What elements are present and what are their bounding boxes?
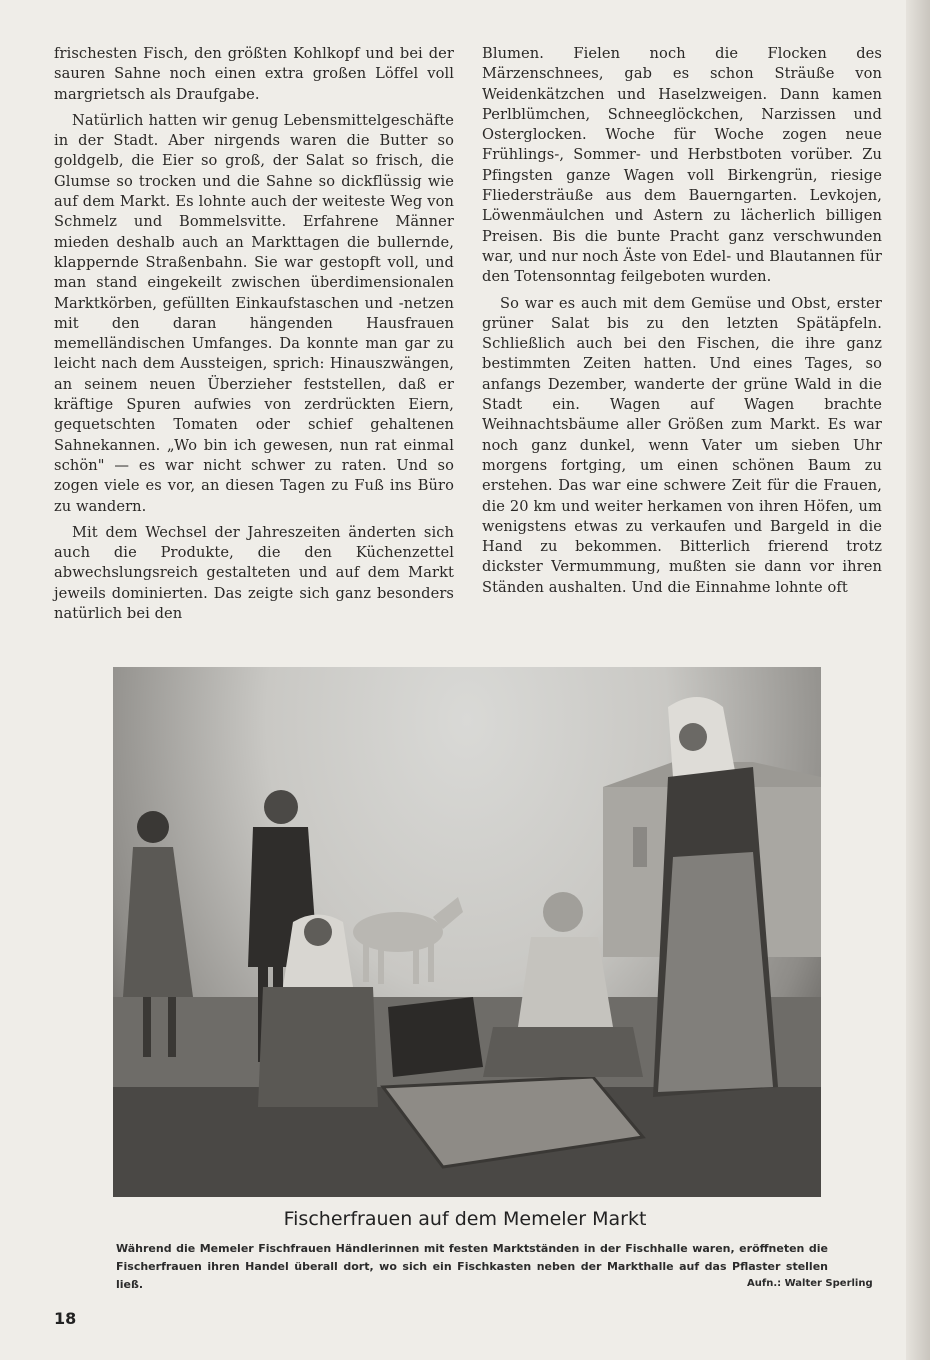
- paragraph: So war es auch mit dem Gemüse und Obst, erster grüner Salat bis zu den letzten Spätäpfeln. Schließlich auch bei den Fischen, die ihre ganz bestimmten Zeiten hatten. Und eines Tages, so anfangs Dezember, wanderte der grüne Wald in die Stadt ein. Wagen auf Wagen brachte Weihnachtsbäume aller Größen zum Markt. Es war noch ganz dunkel, wenn Vater um sieben Uhr morgens fortging, um einen schönen Baum zu erstehen. Das war eine schwere Zeit für die Frauen, die 20 km und weiter herkamen von ihren Höfen, um wenigstens etwas zu verkaufen und Bargeld in die Hand zu bekommen. Bitterlich frierend trotz dickster Vermummung, mußten sie dann vor ihren Ständen aushalten. Und die Einnahme lohnte oft: [482, 294, 882, 596]
- photo-credit: Aufn.: Walter Sperling: [747, 1278, 873, 1289]
- paragraph: Blumen. Fielen noch die Flocken des Märzenschnees, gab es schon Sträuße von Weidenkätzchen und Haselzweigen. Dann kamen Perlblümchen, Schneeglöckchen, Narzissen und Osterglocken. Woche für Woche zogen neue Frühlings-, Sommer- und Herbstboten vorüber. Zu Pfingsten ganze Wagen voll Birkengrün, riesige Fliedersträuße aus dem Bauerngarten. Levkojen, Löwenmäulchen und Astern zu lächerlich billigen Preisen. Bis die bunte Pracht ganz verschwunden war, und nur noch Äste von Edel- und Blautannen für den Totensonntag feilgeboten wurden.: [482, 45, 882, 286]
- photo-caption-text: Während die Memeler Fischfrauen Händlerinnen mit festen Marktständen in der Fischhalle waren, eröffneten die Fischerfrauen ihren Handel überall dort, wo sich ein Fischkasten neben der Markthalle auf das Pflaster stellen ließ.: [116, 1242, 828, 1291]
- paragraph: Natürlich hatten wir genug Lebensmittelgeschäfte in der Stadt. Aber nirgends waren die Butter so goldgelb, die Eier so groß, der Salat so frisch, die Glumse so trocken und die Sahne so dickflüssig wie auf dem Markt. Es lohnte auch der weiteste Weg von Schmelz und Bommelsvitte. Erfahrene Männer mieden deshalb auch an Markttagen die bullernde, klappernde Straßenbahn. Sie war gestopft voll, und man stand eingekeilt zwischen überdimensionalen Marktkörben, gefüllten Einkaufstaschen und -netzen mit den daran hängenden Hausfrauen memelländischen Umfanges. Da konnte man gar zu leicht nach dem Aussteigen, sprich: Hinauszwängen, an seinem neuen Überzieher feststellen, daß er kräftige Spuren aufwies von zerdrückten Eiern, gequetschten Tomaten oder schief gehaltenen Sahnekannen. „Wo bin ich gewesen, nun rat einmal schön" — es war nicht schwer zu raten. Und so zogen viele es vor, an diesen Tagen zu Fuß ins Büro zu wandern.: [54, 111, 454, 515]
- page-number: 18: [54, 1309, 77, 1328]
- photo-caption-title: Fischerfrauen auf dem Memeler Markt: [283, 1208, 647, 1230]
- market-photo-illustration: [113, 667, 821, 1197]
- paragraph: frischesten Fisch, den größten Kohlkopf und bei der sauren Sahne noch einen extra großen Löffel voll margrietsch als Draufgabe.: [54, 45, 454, 103]
- paragraph: Mit dem Wechsel der Jahreszeiten änderten sich auch die Produkte, die den Küchenzettel abwechslungsreich gestalteten und auf dem Markt jeweils dominierten. Das zeigte sich ganz besonders natürlich bei den: [54, 523, 454, 623]
- market-photo: [113, 667, 821, 1197]
- article-left-column: [54, 44, 454, 624]
- page-edge: [906, 0, 930, 1360]
- article-right-column: [482, 44, 882, 598]
